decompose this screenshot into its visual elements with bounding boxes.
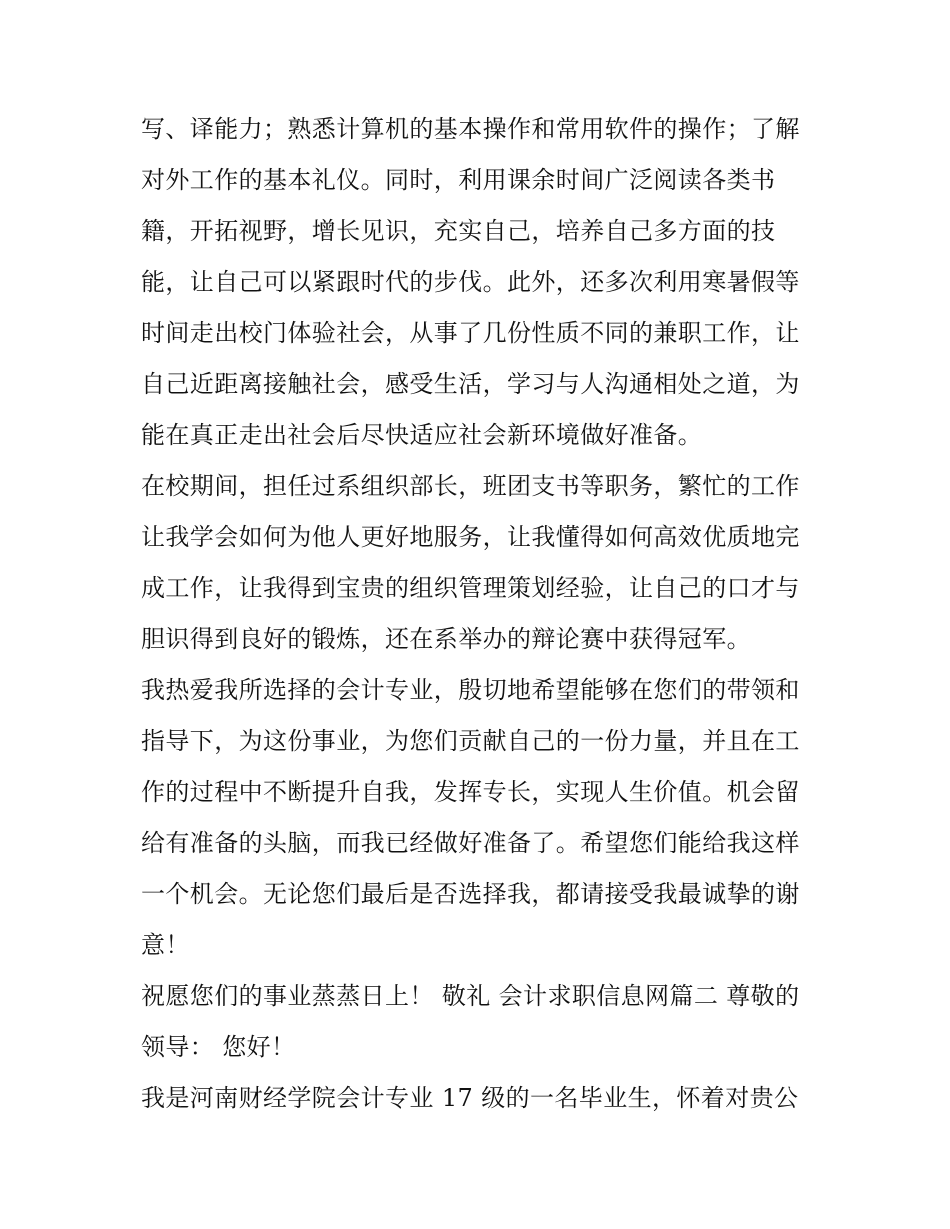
text-line: 给有准备的头脑，而我已经做好准备了。希望您们能给我这样 [141,829,800,857]
text-line: 自己近距离接触社会，感受生活，学习与人沟通相处之道，为 [141,370,800,398]
text-line: 一个机会。无论您们最后是否选择我，都请接受我最诚挚的谢 [141,880,800,908]
text-line: 我是河南财经学院会计专业 17 级的一名毕业生，怀着对贵公 [141,1084,799,1112]
document-page [141,104,813,1124]
text-line: 时间走出校门体验社会，从事了几份性质不同的兼职工作，让 [141,319,800,347]
text-line: 胆识得到良好的锻炼，还在系举办的辩论赛中获得冠军。 [141,625,751,653]
text-line: 意！ [141,931,190,959]
text-line: 我热爱我所选择的会计专业，殷切地希望能够在您们的带领和 [141,676,800,704]
text-line: 祝愿您们的事业蒸蒸日上！ 敬礼 会计求职信息网篇二 尊敬的 [141,982,800,1010]
text-line: 让我学会如何为他人更好地服务，让我懂得如何高效优质地完 [141,523,800,551]
text-line: 作的过程中不断提升自我，发挥专长，实现人生价值。机会留 [141,778,800,806]
text-line: 能在真正走出社会后尽快适应社会新环境做好准备。 [141,421,703,449]
text-line: 籍，开拓视野，增长见识，充实自己，培养自己多方面的技 [141,217,776,245]
text-line: 领导： 您好！ [141,1033,296,1061]
text-line: 写、译能力；熟悉计算机的基本操作和常用软件的操作；了解 [141,115,800,143]
text-line: 在校期间，担任过系组织部长，班团支书等职务，繁忙的工作 [141,472,800,500]
text-line: 指导下，为这份事业，为您们贡献自己的一份力量，并且在工 [141,727,800,755]
text-line: 能，让自己可以紧跟时代的步伐。此外，还多次利用寒暑假等 [141,268,800,296]
text-line: 成工作，让我得到宝贵的组织管理策划经验，让自己的口才与 [141,574,800,602]
text-line: 对外工作的基本礼仪。同时，利用课余时间广泛阅读各类书 [141,166,776,194]
